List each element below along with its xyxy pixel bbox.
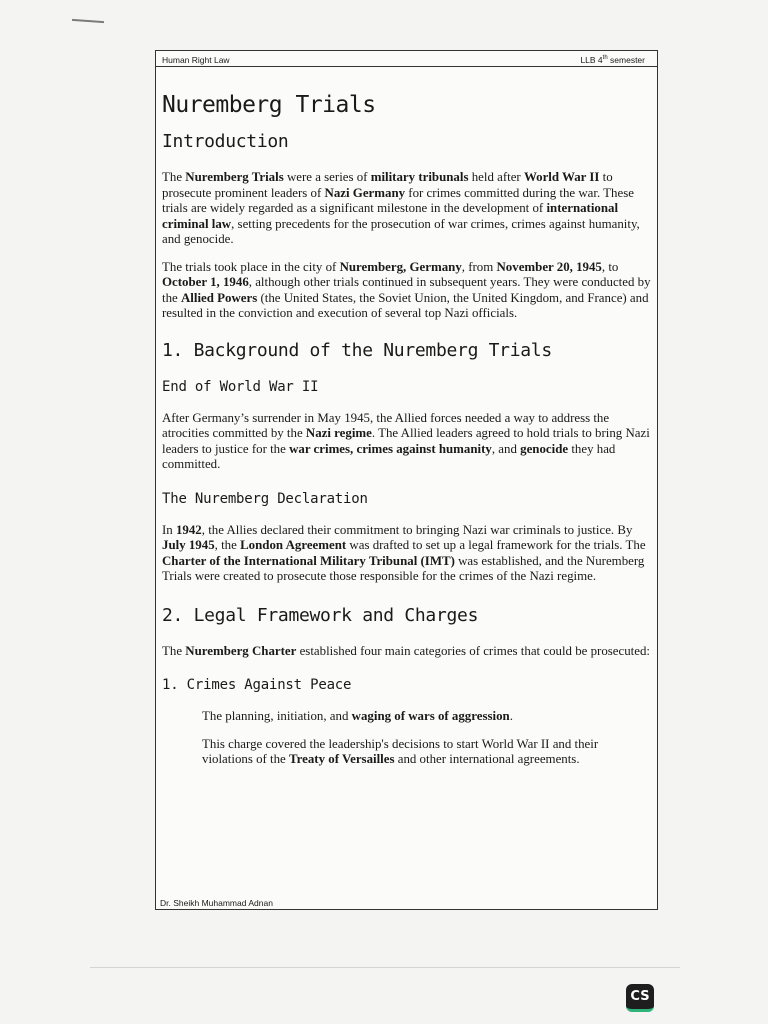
section-2-heading: 2. Legal Framework and Charges <box>162 604 479 626</box>
end-of-war-paragraph: After Germany’s surrender in May 1945, the Allied forces needed a way to address the atrocities committed by the Nazi regime. The Allied leaders agreed to hold trials to bring Nazi leaders to justice for the war crimes, crimes against humanity, and genocide they had committed. <box>162 410 650 471</box>
crimes-against-peace-explanation: This charge covered the leadership's decisions to start World War II and their violations of the Treaty of Versailles and other international agreements. <box>202 736 599 766</box>
header-divider <box>155 66 658 67</box>
subsection-declaration-heading: The Nuremberg Declaration <box>162 490 368 507</box>
intro-paragraph-1: The Nuremberg Trials were a series of military tribunals held after World War II to prosecute prominent leaders of Nazi Germany for crimes committed during the war. These trials are widely regarded as a significant milestone in the development of international criminal law, setting precedents for the prosecution of war crimes, crimes against humanity, and genocide. <box>162 170 640 246</box>
section-1-heading: 1. Background of the Nuremberg Trials <box>162 339 552 361</box>
charter-paragraph: The Nuremberg Charter established four main categories of crimes that could be prosecuted: <box>162 643 651 658</box>
subsection-crimes-against-peace-heading: 1. Crimes Against Peace <box>162 677 352 693</box>
document-body <box>162 92 652 780</box>
crimes-against-peace-definition: The planning, initiation, and waging of wars of aggression. <box>202 709 513 723</box>
camscanner-logo: CS <box>626 984 654 1012</box>
declaration-paragraph: In 1942, the Allies declared their commitment to bringing Nazi war criminals to justice. By July 1945, the London Agreement was drafted to set up a legal framework for the trials. The Charter of the International Military Tribunal (IMT) was established, and the Nuremberg Trials were created to prosecute those responsible for the crimes of the Nazi regime. <box>162 522 646 583</box>
scan-mark <box>72 19 104 23</box>
page-title: Nuremberg Trials <box>162 92 376 118</box>
subsection-end-of-war-heading: End of World War II <box>162 378 319 395</box>
intro-paragraph-2: The trials took place in the city of Nuremberg, Germany, from November 20, 1945, to October 1, 1946, although other trials continued in subsequent years. They were conducted by the Allied Powers (the United States, the Soviet Union, the United Kingdom, and France) and resulted in the conviction and execution of several top Nazi officials. <box>162 259 651 320</box>
intro-heading: Introduction <box>162 131 289 152</box>
header-semester: LLB 4th semester <box>580 55 645 65</box>
footer-author: Dr. Sheikh Muhammad Adnan <box>160 898 273 908</box>
header-course: Human Right Law <box>162 55 230 65</box>
scan-edge-line <box>90 967 680 968</box>
